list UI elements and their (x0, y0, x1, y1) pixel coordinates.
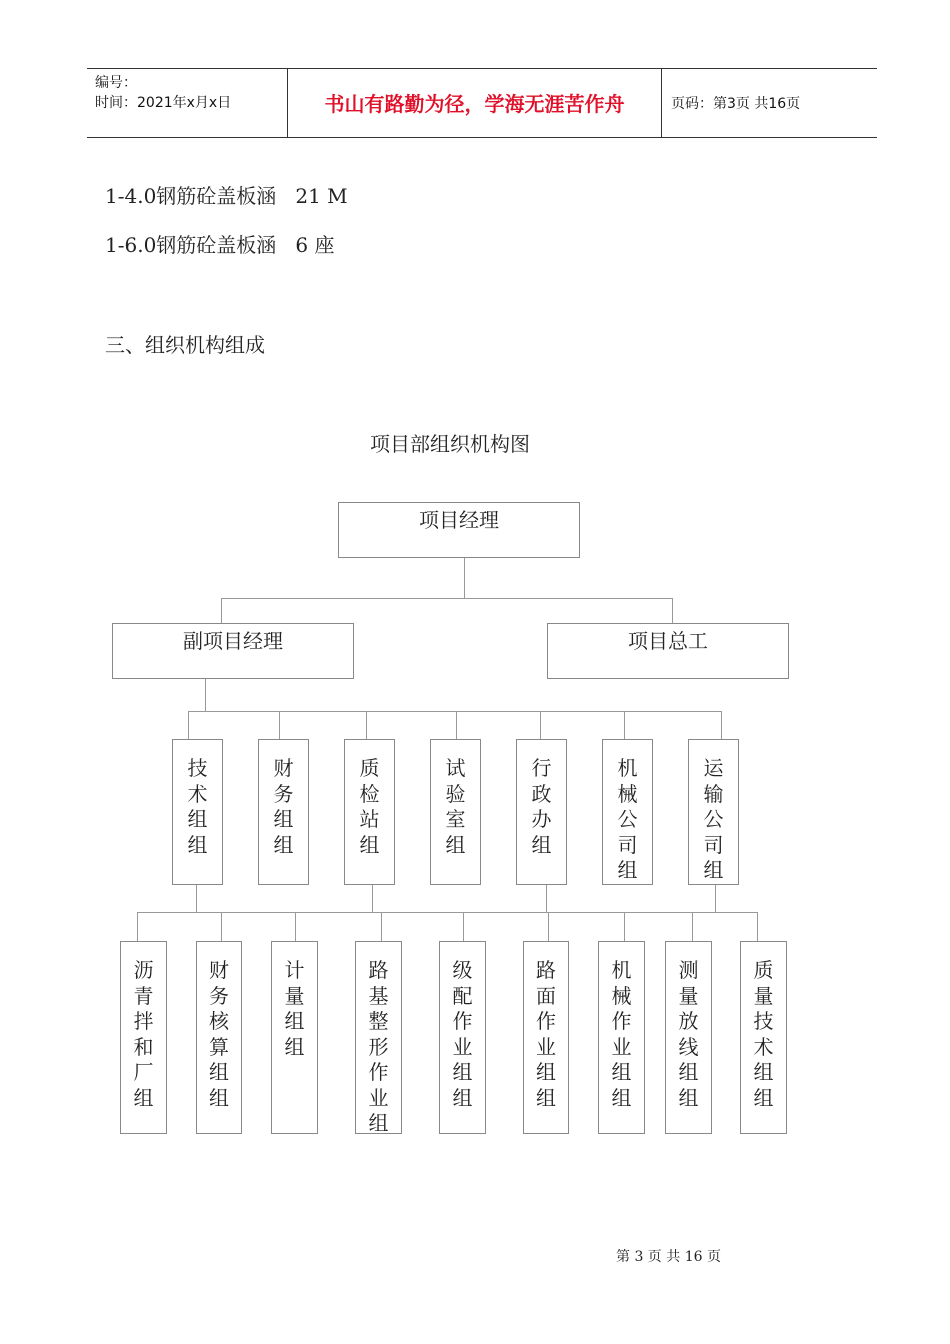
org-box-admin-office (516, 739, 567, 885)
org-box-pavement-team (523, 941, 569, 1134)
org-box-quality-station (344, 739, 395, 885)
org-box-survey-team (665, 941, 712, 1134)
page-header (87, 68, 877, 138)
connector (672, 598, 673, 623)
header-motto: 书山有路勤为径，学海无涯苦作舟 (324, 92, 625, 116)
connector (221, 912, 222, 941)
org-box-quality-tech (740, 941, 787, 1134)
connector (464, 558, 465, 598)
org-box-measurement (271, 941, 318, 1134)
org-label-subgrade-team: 路 基 整 形 作 业 组 (368, 958, 389, 1134)
header-page-info: 页码：第3页 共16页 (671, 96, 801, 112)
org-box-subgrade-team (355, 941, 402, 1134)
connector (137, 912, 138, 941)
org-label-machinery-team: 机 械 作 业 组 组 (611, 958, 632, 1110)
org-box-transport-company (688, 739, 739, 885)
org-label-graded-team: 级 配 作 业 组 组 (452, 958, 473, 1110)
connector (456, 711, 457, 739)
org-label-measurement: 计 量 组 组 (284, 958, 305, 1059)
code-label: 编号： (95, 75, 137, 91)
chart-title: 项目部组织机构图 (370, 432, 530, 456)
connector (221, 598, 222, 623)
org-label-pavement-team: 路 面 作 业 组 组 (536, 958, 556, 1110)
connector (366, 711, 367, 739)
org-box-chief-engineer (547, 623, 789, 679)
org-label-quality-tech: 质 量 技 术 组 组 (753, 958, 774, 1110)
connector (188, 711, 189, 739)
org-label-top: 项目经理 (419, 508, 499, 532)
org-box-graded-team (439, 941, 486, 1134)
connector (295, 912, 296, 941)
header-divider (661, 69, 662, 137)
connector (463, 912, 464, 941)
time-label: 时间：2021年x月x日 (95, 95, 232, 111)
org-label-machinery-company: 机 械 公 司 组 (617, 756, 638, 882)
org-box-lab (430, 739, 481, 885)
culvert-line-2: 1-6.0钢筋砼盖板涵 6 座 (105, 233, 335, 257)
org-box-machinery-team (598, 941, 645, 1134)
org-label-deputy-manager: 副项目经理 (183, 629, 283, 653)
connector (540, 711, 541, 739)
connector (196, 885, 197, 912)
connector (548, 912, 549, 941)
org-box-finance-group (258, 739, 309, 885)
org-box-deputy-manager (112, 623, 354, 679)
header-meta (95, 73, 231, 113)
org-box-tech-group (172, 739, 223, 885)
org-label-chief-engineer: 项目总工 (628, 629, 708, 653)
org-label-lab: 试 验 室 组 (445, 756, 466, 857)
org-label-asphalt-plant: 沥 青 拌 和 厂 组 (133, 958, 154, 1110)
connector (279, 711, 280, 739)
connector (721, 711, 722, 739)
org-label-quality-station: 质 检 站 组 (359, 756, 380, 857)
section-heading: 三、组织机构组成 (105, 333, 265, 357)
connector (546, 885, 547, 912)
org-box-top (338, 502, 580, 558)
org-label-finance-group: 财 务 组 组 (273, 756, 294, 857)
connector (624, 711, 625, 739)
culvert-line-1: 1-4.0钢筋砼盖板涵 21 M (105, 184, 348, 208)
connector (137, 912, 757, 913)
connector (221, 598, 673, 599)
connector (205, 679, 206, 711)
org-label-transport-company: 运 输 公 司 组 (703, 756, 724, 882)
org-label-tech-group: 技 术 组 组 (187, 756, 208, 857)
connector (188, 711, 722, 712)
connector (372, 885, 373, 912)
connector (381, 912, 382, 941)
org-label-survey-team: 测 量 放 线 组 组 (678, 958, 699, 1110)
org-label-finance-accounting: 财 务 核 算 组 组 (209, 958, 229, 1110)
connector (715, 885, 716, 912)
footer-page-number: 第 3 页 共 16 页 (616, 1249, 721, 1265)
org-box-finance-accounting (196, 941, 242, 1134)
org-box-machinery-company (602, 739, 653, 885)
org-label-admin-office: 行 政 办 组 (531, 756, 552, 857)
connector (692, 912, 693, 941)
org-box-asphalt-plant (120, 941, 167, 1134)
connector (757, 912, 758, 941)
connector (624, 912, 625, 941)
